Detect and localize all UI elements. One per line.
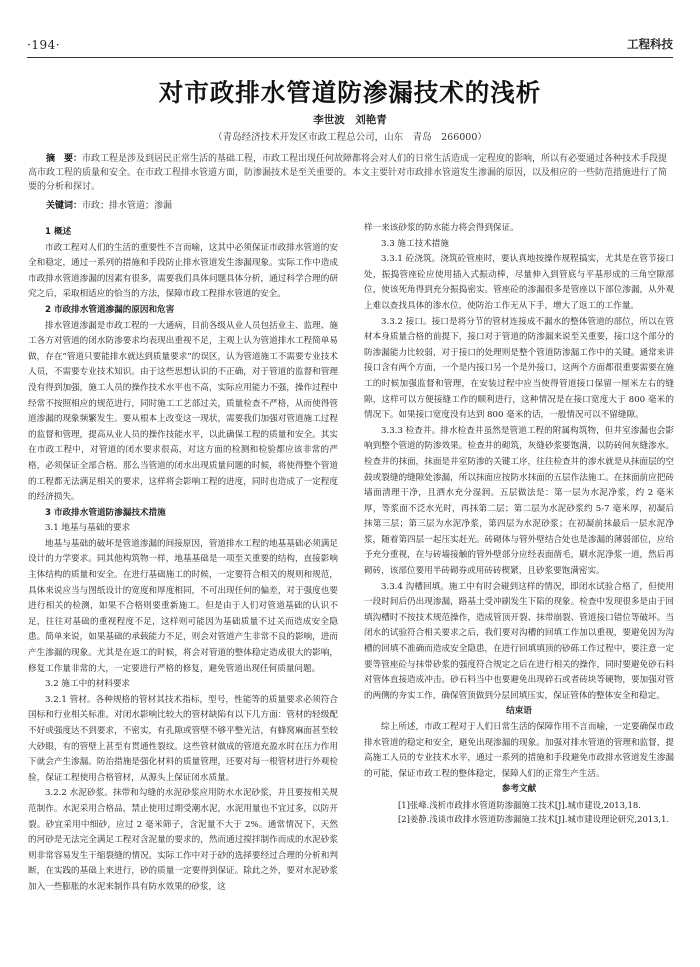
paragraph: 地基与基础的破坏是管道渗漏的间接原因，管道排水工程的地基基础必须满足设计的力学要求。同其他构筑物一样，地基基础是一项至关重要的结构，直接影响主体结构的质量和安全。在进行基础施工的时候，一定要符合相关的规则和规范，具体来说应当与图纸设计的宽度和厚度相同，不可出现任何的偏差，对于强度也要进行相关的检测，如果不合格则要重新施工。但是由于人们对管道基础的认识不足，往往对基础的重视程度不足，这样则可能因为基础质量不过关而造成安全隐患。简单来说，如果基础的承载能力不足，则会对管道产生非常不良的影响，进而产生渗漏的现象。尤其是在返工的时候，将会对管道的整体稳定造成很大的影响，修复工作量非常的大，一定要进行严格的修复，避免管道出现任何质量问题。 [28, 538, 338, 674]
subsection-heading: 3.2 施工中的材料要求 [45, 679, 131, 690]
abstract [28, 152, 674, 194]
page-header [27, 36, 673, 58]
page-number: ·194· [27, 38, 61, 52]
paragraph: 3.2.1 管材。各种规格的管材其技术指标，型号，性能等的质量要求必须符合国标和行业相关标准。对闭水影响比较大的管材缺陷有以下几方面：管材的轻级配不好或强度达不到要求，不密实，有孔隙或管壁不够平整光洁，有蜂窝麻面甚至较大砂眼，有的管壁上甚至有贯通性裂纹。这些管材做成的管道充盈水时在压力作用下就会产生渗漏。防治措施是强化材料的质量管理，还要对每一根管材进行外观检验，保证工程使用合格管材，从源头上保证闭水质量。 [28, 694, 338, 783]
section-heading: 3 市政排水管道防渗漏技术措施 [45, 507, 166, 518]
paragraph: 3.3.4 沟槽回填。施工中有时会碰到这样的情况，即闭水试验合格了，但使用一段时间后仍出现渗漏，路基土受冲刷发生下陷的现象。检查中发现很多是由于回填沟槽时不按技术规范操作，造成管顶开裂、抹带崩裂、管道接口错位等破坏。当闭水的试验符合相关要求之后，我们要对沟槽的回填工作加以重视，要避免因为沟槽的回填不准确而造成安全隐患，在进行回填填顶的砂砾工作过程中，要注意一定要等管座砼与抹带砂浆的强度符合规定之后在进行相关的操作，同时要避免砂石料对管体直接造成冲击。砂石料当中也要避免出现碎石或者砖块等硬物，要加强对管的两侧的夯实工作，确保管顶做到分层回填压实，保证管体的整体安全和稳定。 [364, 581, 674, 701]
keywords-label: 关键词： [46, 201, 83, 211]
section-heading: 2 市政排水管道渗漏的原因和危害 [45, 304, 175, 315]
abstract-text: 市政工程是涉及到居民正常生活的基础工程，市政工程出现任何故障都将会对人们的日常生活造成一定程度的影响，所以有必要通过各种技术手段提高市政工程的质量和安全。在市政工程排水管道方面，防渗漏技术是至关重要的。本文主要针对市政排水管道发生渗漏的原因，以及相应的一些防范措施进行了简要的分析和探讨。 [28, 154, 668, 192]
reference-item: [1]张峰.浅析市政排水管道防渗漏施工技术[J].城市建设,2013,18. [398, 799, 641, 810]
section-heading: 结束语 [506, 706, 532, 717]
keywords [46, 198, 172, 211]
paragraph: 3.3.1 砼浇筑。浇筑砼管座时，要认真地按操作规程搞实，尤其是在管节接口处，振捣管座砼应使用插入式振动棒，尽量伸入到管底与平基形成的三角空隙部位，使该死角得到充分振捣密实。管座砼的渗漏很多是管座以下部位渗漏，从外观上难以查找具体的渗水位，使防治工作无从下手，增大了返工的工作量。 [364, 254, 674, 311]
authors: 李世波 刘艳青 [313, 114, 387, 126]
affiliation: （青岛经济技术开发区市政工程总公司，山东 青岛 266000） [213, 132, 487, 143]
paragraph: 3.3.2 接口。接口是将分节的管材连接成不漏水的整体管道的部位，所以在管材本身质量合格的前提下，接口对于管道的防渗漏来说至关重要，接口这个部分的防渗漏能力比较弱，对于接口的处理则是整个管道防渗漏工作中的关键。通常来讲接口含有两个方面，一个是内接口另一个是外接口，这两个方面都很重要需要在施工的时候加强监督和管理，在安装过程中应当使得管道接口保留一厘米左右的缝隙，这样可以方便接缝工作的顺利进行，这种情况是在接口宽度大于 800 毫米的情况下。如果接口宽度没有达到 800 毫米的话，一般情况可以不留缝隙。 [364, 316, 674, 421]
section-heading: 1 概述 [45, 227, 72, 237]
paper-title: 对市政排水管道防渗漏技术的浅析 [158, 78, 542, 107]
paragraph: 综上所述，市政工程对于人们日常生活的保障作用不言而喻，一定要确保市政排水管道的稳定和安全，避免出现渗漏的现象。加强对排水管道的管理和监督，提高施工人员的专业技术水平，通过一系列的措施和手段避免市政排水管道发生渗漏的可能，保证市政工程的整体稳定，保障人们的正常生产生活。 [364, 722, 674, 779]
paragraph: 样一来该砂浆的防水能力将会得到保证。 [364, 223, 519, 233]
header-rule [27, 57, 673, 58]
abstract-label: 摘 要： [46, 154, 83, 164]
paragraph: 3.3.3 检查井。排水检查井虽然是管道工程的附属构筑物，但井室渗漏也会影响到整个管道的防渗效果。检查井的砌筑，灰缝砂浆要饱满，以防砖间灰缝渗水。检查井的抹面，抹面是井室防渗的关键工序，往往检查井的渗水就是从抹面层的空鼓或裂缝的缝隙处渗漏，所以抹面应按防水抹面的五层作法施工。在抹面前应把砖墙面清理干净，且洒水充分湿润。五层做法是：第一层为水泥净浆，约 2 毫米厚，等浆面不泛水光时，再抹第二层；第二层为水泥砂浆约 5-7 毫米厚，初凝后抹第三层；第三层为水泥净浆，第四层为水泥砂浆；在初凝前抹最后一层水泥净浆，随着第四层一起压实赶光。砖砌体与管外壁结合处也是渗漏的薄弱部位，应给予充分重视，在与砖墙接触的管外壁部分应经表面凿毛，刷水泥净浆一道，然后再砌砖，该部位要用半砖砌券或用砖砖楔紧，且砂浆要饱满密实。 [364, 425, 674, 577]
paragraph: 3.2.2 水泥砂浆。抹带和勾缝的水泥砂浆应用防水水泥砂浆，并且要按相关规范制作。水泥采用合格品，禁止使用过期受潮水泥，水泥用量也不宜过多，以防开裂。砂宜采用中细砂，应过 2 毫米筛子，含泥量不大于 2%。通常情况下，天然的河砂是无法完全满足工程对含泥量的要求的，然而通过搅拌制作而成的水泥砂浆则非常容易发生干缩裂缝的情况。实际工作中对于砂的选择要经过合理的分析和判断，在实践的基础上来进行，砂的质量一定要得到保证。除此之外，要对水泥砂浆加入一些膨胀的水泥来制作具有防水效果的砂浆，这 [28, 788, 338, 892]
keywords-text: 市政；排水管道；渗漏 [82, 201, 173, 211]
reference-item: [2]姜静.浅谈市政排水管道防渗漏施工技术[J].城市建设理论研究,2013,1. [398, 813, 670, 824]
subsection-heading: 3.1 地基与基础的要求 [45, 523, 131, 534]
paragraph: 排水管道渗漏是市政工程的一大通病，目前各级从业人员包括业主、监理、施工各方对管道的闭水防渗要求均表现出重视不足，主观上认为管道排水工程简单易做，存在“管道只要能排水就达到质量要求”的误区，认为管道施工不需要专业技术人员，不需要专业技术知识。由于这些思想认识的不正确，对于管道的监督和管理没有得到加强，施工人员的操作技术水平也不高，实际应用能力不强，操作过程中经常不按照相应的规范进行，同时施工工艺部过关，质量检查不严格，从而使得管道渗漏的现象频繁发生。要从根本上改变这一现状，需要我们加强对管道施工过程的监督和管理，提高从业人员的操作技能水平，以此确保工程的质量和安全。其实在市政工程中，对管道的闭水要求很高，对这方面的检测和检验都应该非常的严格，必须保证全部合格。那么当管道的闭水出现质量问题的时候，将使得整个管道的工程都无法满足相关的要求，这样将会影响工程的进度，同时也造成了一定程度的经济损失。 [28, 320, 338, 503]
paragraph: 市政工程对人们的生活的重要性不言而喻，这其中必须保证市政排水管道的安全和稳定，通过一系列的措施和手段防止排水管道发生渗漏现象。实际工作中造成市政排水管道渗漏的因素有很多，需要我们具体问题具体分析，通过科学合理的研究之后，采取相适应的恰当的方法，保障市政工程排水管道的安全。 [28, 242, 338, 300]
journal-name: 工程科技 [627, 37, 673, 51]
subsection-heading: 3.3 施工技术措施 [381, 238, 449, 249]
right-column [364, 221, 674, 961]
left-column [28, 225, 338, 960]
references-heading: 参考文献 [501, 784, 537, 795]
